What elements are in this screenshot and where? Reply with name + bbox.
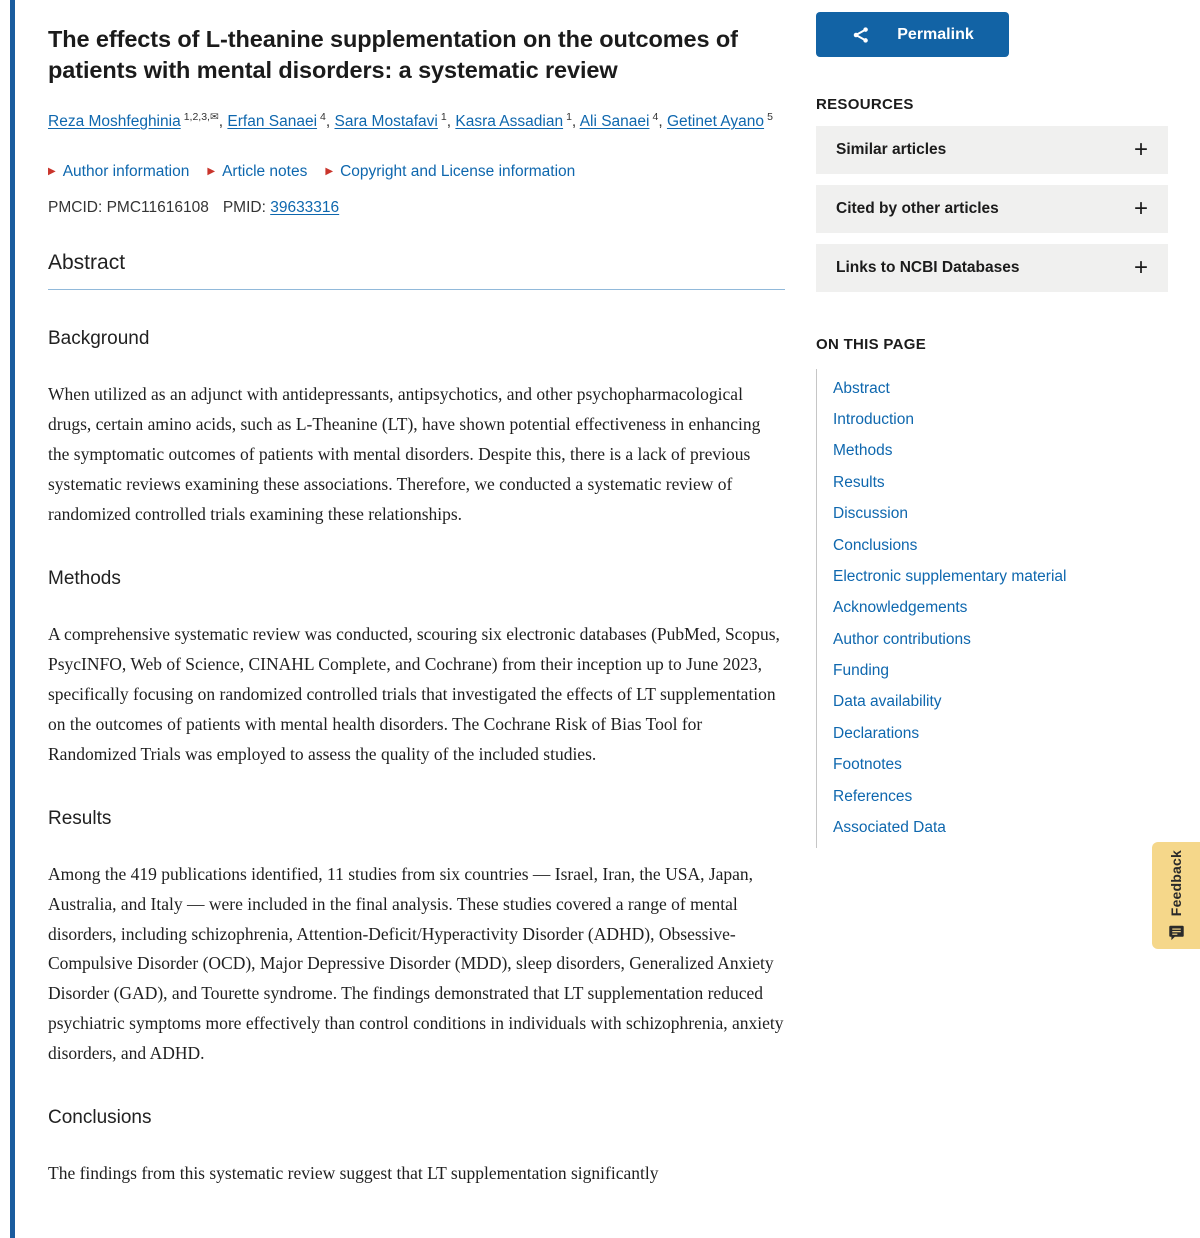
author-affiliation-sup: 5 bbox=[767, 111, 773, 124]
plus-icon: + bbox=[1133, 195, 1148, 222]
resources-accordion[interactable] bbox=[816, 244, 1168, 292]
feedback-label: Feedback bbox=[1168, 849, 1184, 917]
author bbox=[455, 113, 579, 130]
on-this-page-link[interactable]: Data availability bbox=[833, 693, 942, 711]
on-this-page-link[interactable]: Associated Data bbox=[833, 818, 946, 836]
author bbox=[580, 113, 667, 130]
abstract-heading: Abstract bbox=[48, 251, 785, 290]
meta-expander-link[interactable]: Article notes bbox=[222, 163, 308, 181]
abstract-body bbox=[48, 328, 785, 1189]
author-affiliation-sup: 4 bbox=[320, 111, 326, 124]
page-accent-stripe bbox=[10, 0, 15, 1238]
pmcid-value: PMC11616108 bbox=[106, 199, 209, 217]
abstract-section-heading: Methods bbox=[48, 568, 121, 590]
article-ids bbox=[48, 199, 785, 217]
expander-arrow-icon: ▶ bbox=[48, 166, 56, 178]
abstract-section bbox=[48, 808, 785, 1069]
pmcid-label: PMCID: bbox=[48, 199, 107, 217]
accordion-label: Cited by other articles bbox=[836, 200, 999, 217]
plus-icon: + bbox=[1133, 136, 1148, 163]
author-link[interactable]: Kasra Assadian bbox=[455, 113, 564, 131]
author bbox=[48, 113, 227, 130]
on-this-page-link[interactable]: Methods bbox=[833, 442, 893, 460]
on-this-page-link[interactable]: Conclusions bbox=[833, 536, 918, 554]
author-affiliation-sup: 1 bbox=[440, 111, 447, 124]
article-meta-links bbox=[48, 163, 785, 181]
abstract-section bbox=[48, 328, 785, 530]
share-icon bbox=[851, 25, 871, 45]
abstract-section bbox=[48, 568, 785, 770]
abstract-section-heading: Results bbox=[48, 807, 112, 829]
meta-expander-link[interactable]: Author information bbox=[62, 163, 190, 181]
author-link[interactable]: Erfan Sanaei bbox=[227, 113, 318, 131]
resources-accordion[interactable] bbox=[816, 126, 1168, 174]
abstract-section-paragraph: When utilized as an adjunct with antidepressants, antipsychotics, and other psychopharmacological drugs, certain amino acids, such as L-Theanine (LT), have shown potential effectiveness in enhancing the symptomatic outcomes of patients with mental disorders. Despite this, there is a lack of previous systematic reviews examining these associations. Therefore, we conducted a systematic review of randomized controlled trials examining these relationships. bbox=[48, 384, 761, 525]
resources-heading: RESOURCES bbox=[816, 96, 914, 113]
plus-icon: + bbox=[1133, 254, 1148, 281]
accordion-label: Links to NCBI Databases bbox=[836, 259, 1020, 276]
meta-expander-link[interactable]: Copyright and License information bbox=[340, 163, 576, 181]
author-link[interactable]: Ali Sanaei bbox=[579, 113, 650, 131]
on-this-page-link[interactable]: Results bbox=[833, 473, 885, 491]
abstract-section-paragraph: Among the 419 publications identified, 11 studies from six countries — Israel, Iran, the USA, Japan, Australia, and Italy — were included in the final analysis. These studies covered a range of mental disorders, including schizophrenia, Attention-Deficit/Hyperactivity Disorder (ADHD), Obsessive-Compulsive Disorder (OCD), Major Depressive Disorder (MDD), sleep disorders, Generalized Anxiety Disorder (GAD), and Tourette syndrome. The findings demonstrated that LT supplementation reduced psychiatric symptoms more effectively than control conditions in individuals with schizophrenia, anxiety disorders, and ADHD. bbox=[48, 863, 784, 1064]
author-list bbox=[48, 110, 785, 133]
author-separator: , bbox=[446, 113, 456, 131]
pmid-link[interactable]: 39633316 bbox=[270, 199, 340, 217]
on-this-page-heading: ON THIS PAGE bbox=[816, 336, 926, 353]
feedback-comment-icon bbox=[1168, 924, 1185, 941]
page-title: The effects of L-theanine supplementation on the outcomes of patients with mental disorders: a systematic review bbox=[48, 26, 738, 84]
on-this-page-link[interactable]: Introduction bbox=[833, 411, 914, 429]
abstract-section-heading: Background bbox=[48, 328, 150, 350]
expander-arrow-icon: ▶ bbox=[325, 166, 334, 178]
resources-accordion[interactable] bbox=[816, 185, 1168, 233]
on-this-page-link[interactable]: References bbox=[833, 787, 913, 805]
author bbox=[227, 113, 334, 130]
meta-expander[interactable] bbox=[325, 163, 575, 181]
author-separator: , bbox=[218, 113, 228, 131]
expander-arrow-icon: ▶ bbox=[207, 166, 216, 178]
feedback-button[interactable] bbox=[1152, 842, 1200, 949]
on-this-page-link[interactable]: Footnotes bbox=[833, 756, 902, 774]
author-separator: , bbox=[571, 113, 580, 131]
permalink-button[interactable] bbox=[816, 12, 1009, 57]
permalink-label: Permalink bbox=[897, 25, 974, 43]
author-affiliation-sup: 1,2,3,✉ bbox=[183, 111, 219, 124]
on-this-page-nav bbox=[816, 369, 1168, 848]
author-link[interactable]: Getinet Ayano bbox=[666, 113, 765, 131]
meta-expander[interactable] bbox=[207, 163, 307, 181]
pmid-label: PMID: bbox=[222, 199, 271, 217]
resources-accordions bbox=[816, 126, 1168, 292]
on-this-page-link[interactable]: Funding bbox=[833, 662, 890, 680]
abstract-section-paragraph: A comprehensive systematic review was conducted, scouring six electronic databases (PubMed, Scopus, PsycINFO, Web of Science, CINAHL Complete, and Cochrane) from their inception up to June 2023, specifically focusing on randomized controlled trials that investigated the effects of LT supplementation on the outcomes of patients with mental health disorders. The Cochrane Risk of Bias Tool for Randomized Trials was employed to assess the quality of the included studies. bbox=[48, 624, 780, 764]
on-this-page-link[interactable]: Electronic supplementary material bbox=[833, 567, 1067, 585]
author-affiliation-sup: 4 bbox=[652, 111, 659, 124]
on-this-page-link[interactable]: Author contributions bbox=[833, 630, 971, 648]
on-this-page-link[interactable]: Discussion bbox=[833, 505, 908, 523]
abstract-section-paragraph: The findings from this systematic review suggest that LT supplementation significantly bbox=[48, 1163, 659, 1184]
on-this-page-link[interactable]: Abstract bbox=[833, 379, 890, 397]
author-affiliation-sup: 1 bbox=[566, 111, 572, 124]
on-this-page-link[interactable]: Acknowledgements bbox=[833, 599, 968, 617]
accordion-label: Similar articles bbox=[836, 141, 947, 158]
author-link[interactable]: Reza Moshfeghinia bbox=[48, 113, 181, 131]
abstract-section-heading: Conclusions bbox=[48, 1107, 152, 1129]
author bbox=[335, 113, 456, 130]
author-separator: , bbox=[325, 113, 335, 131]
article-main bbox=[48, 24, 785, 1189]
abstract-section bbox=[48, 1107, 785, 1189]
author-link[interactable]: Sara Mostafavi bbox=[334, 113, 438, 131]
author bbox=[667, 113, 773, 130]
on-this-page-link[interactable]: Declarations bbox=[833, 724, 920, 742]
author-separator: , bbox=[658, 113, 667, 131]
meta-expander[interactable] bbox=[48, 163, 189, 181]
right-sidebar bbox=[816, 12, 1168, 848]
